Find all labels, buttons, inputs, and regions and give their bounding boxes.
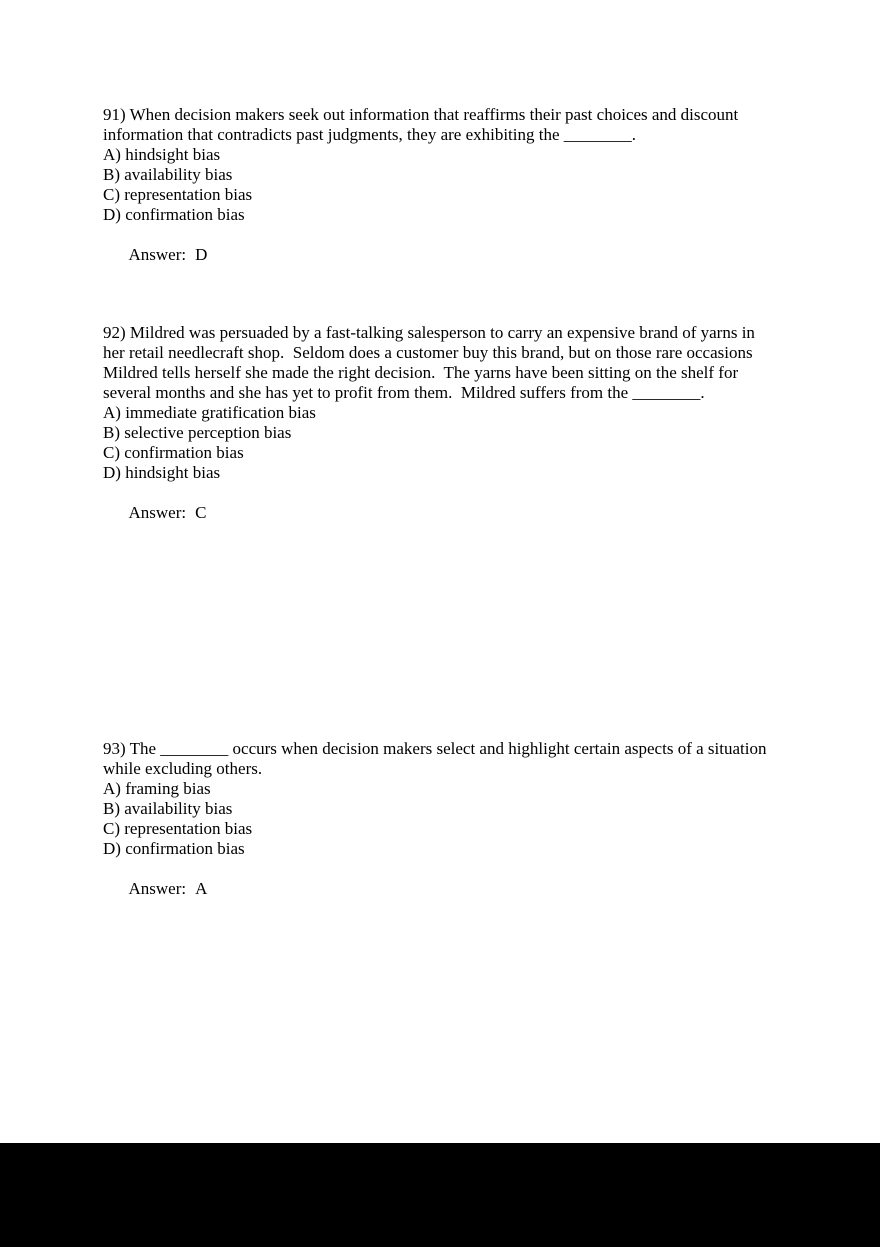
- choice-c: C) representation bias: [103, 819, 253, 838]
- question-stem: 93) The ________ occurs when decision makers select and highlight certain aspects of a situation while excluding others.: [103, 739, 771, 778]
- question-91: [103, 105, 779, 285]
- choice-a: A) framing bias: [103, 779, 211, 798]
- answer-value: C: [195, 503, 207, 522]
- choice-b: B) availability bias: [103, 165, 233, 184]
- question-stem: 91) When decision makers seek out information that reaffirms their past choices and discount information that contradicts past judgments, they are exhibiting the ________.: [103, 105, 743, 144]
- choice-d: D) confirmation bias: [103, 205, 245, 224]
- answer-label: Answer:: [128, 245, 187, 264]
- choice-d: D) hindsight bias: [103, 463, 221, 482]
- answer-line: [103, 483, 779, 543]
- answer-label: Answer:: [128, 503, 187, 522]
- choice-d: D) confirmation bias: [103, 839, 245, 858]
- question-stem: 92) Mildred was persuaded by a fast-talking salesperson to carry an expensive brand of yarns in her retail needlecraft shop. Seldom does a customer buy this brand, but on those rare occasions Mildred tells herself she made the right decision. The yarns have been sitting on the shelf for several months and she has yet to profit from them. Mildred suffers from the ________.: [103, 323, 760, 402]
- choice-a: A) hindsight bias: [103, 145, 221, 164]
- answer-value: D: [195, 245, 208, 264]
- footer-black-bar: [0, 1143, 880, 1247]
- choice-c: C) confirmation bias: [103, 443, 244, 462]
- choice-b: B) selective perception bias: [103, 423, 292, 442]
- answer-label: Answer:: [128, 879, 187, 898]
- answer-value: A: [195, 879, 208, 898]
- question-93: [103, 739, 779, 919]
- choice-a: A) immediate gratification bias: [103, 403, 316, 422]
- question-92: [103, 323, 779, 543]
- answer-line: [103, 859, 779, 919]
- answer-line: [103, 225, 779, 285]
- choice-c: C) representation bias: [103, 185, 253, 204]
- choice-b: B) availability bias: [103, 799, 233, 818]
- page-content: [103, 105, 779, 919]
